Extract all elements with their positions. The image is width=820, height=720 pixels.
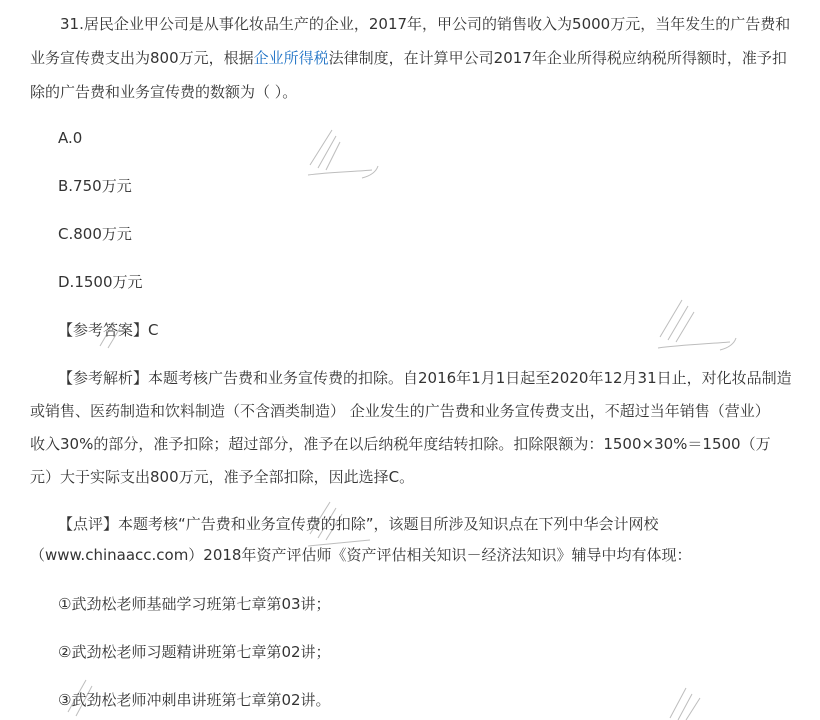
option-b: B.750万元 [58,177,132,195]
question-line-1: 31.居民企业甲公司是从事化妆品生产的企业，2017年，甲公司的销售收入为5000万元，当年发生的广告费和 [60,15,791,33]
analysis-line-4: 元）大于实际支出800万元，准予全部扣除，因此选择C。 [30,468,415,486]
course-item-3: ③武劲松老师冲刺串讲班第七章第02讲。 [58,691,331,709]
enterprise-income-tax-link[interactable]: 企业所得税 [253,49,329,67]
course-item-2: ②武劲松老师习题精讲班第七章第02讲； [58,643,331,661]
comment-line-1: 【点评】本题考核“广告费和业务宣传费的扣除”，该题目所涉及知识点在下列中华会计网校 [58,515,659,533]
question-line-3: 除的广告费和业务宣传费的数额为（ ）。 [30,83,298,101]
analysis-line-3: 收入30%的部分，准予扣除；超过部分，准予在以后纳税年度结转扣除。扣除限额为：1500×30%＝1500（万 [30,435,771,453]
option-a: A.0 [58,129,83,147]
watermark-mark-6 [660,684,730,720]
question-line-2-text-before: 业务宣传费支出为800万元，根据 [30,49,254,67]
analysis-line-1: 【参考解析】本题考核广告费和业务宣传费的扣除。自2016年1月1日起至2020年12月31日止，对化妆品制造 [58,369,792,387]
comment-line-2: （www.chinaacc.com）2018年资产评估师《资产评估相关知识－经济法知识》辅导中均有体现： [30,546,692,564]
watermark-mark-2 [650,292,750,362]
question-line-2-text-after: 法律制度，在计算甲公司2017年企业所得税应纳税所得额时，准予扣 [328,49,787,67]
course-item-1: ①武劲松老师基础学习班第七章第03讲； [58,595,331,613]
watermark-mark-1 [300,120,390,190]
reference-answer: 【参考答案】C [58,321,159,339]
option-d: D.1500万元 [58,273,143,291]
question-line-2 [30,48,787,68]
option-c: C.800万元 [58,225,132,243]
analysis-line-2: 或销售、医药制造和饮料制造（不含酒类制造） 企业发生的广告费和业务宣传费支出，不超过当年销售（营业） [30,402,770,420]
